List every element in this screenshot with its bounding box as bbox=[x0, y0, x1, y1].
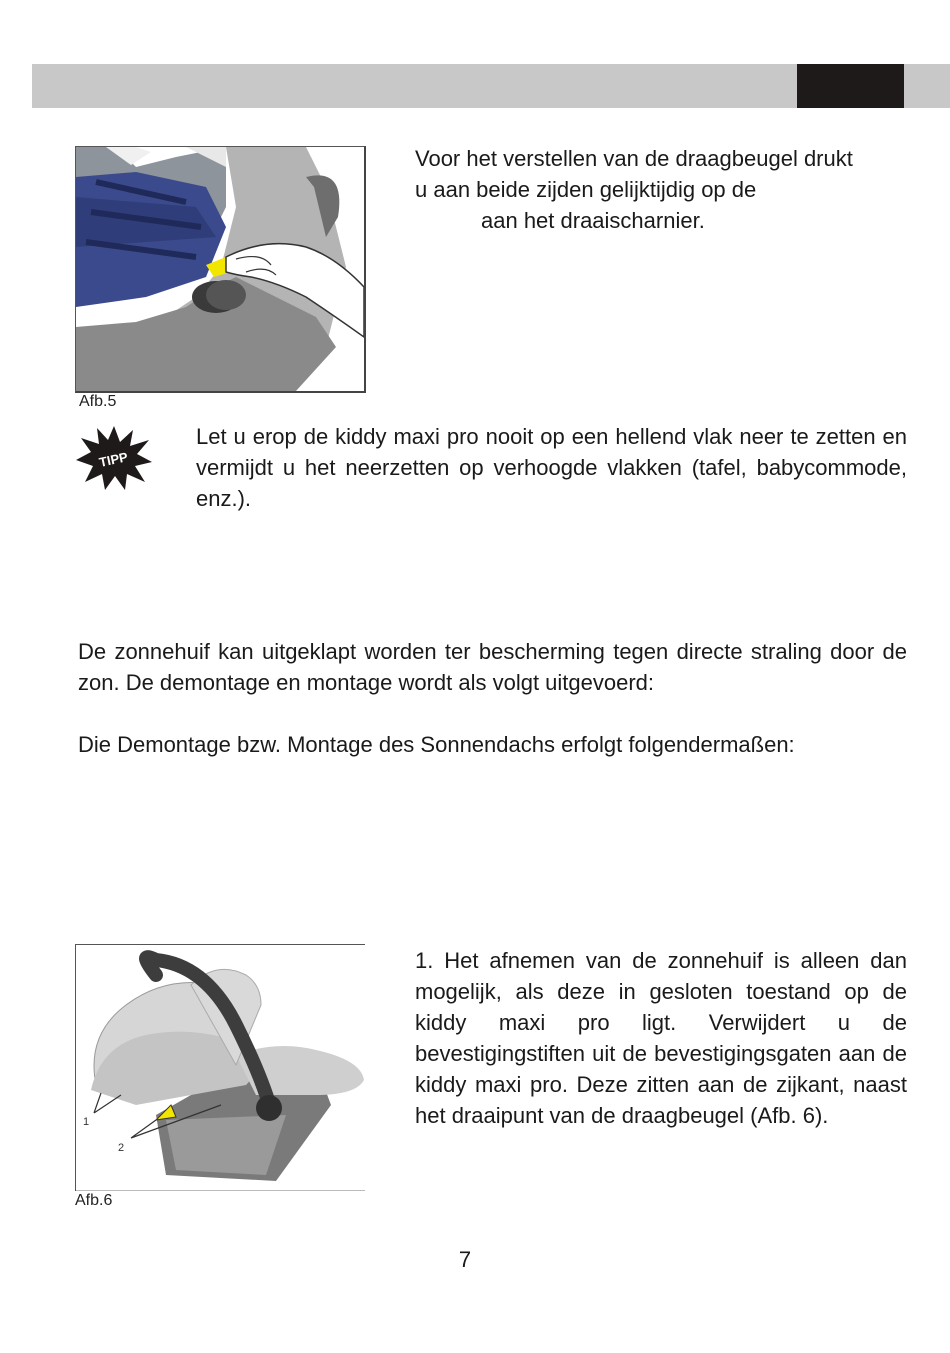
tipp-starburst-icon bbox=[75, 424, 153, 492]
canopy-removal-illustration bbox=[76, 945, 365, 1191]
tip-text: Let u erop de kiddy maxi pro nooit op een hellend vlak neer te zetten en vermijdt u het neerzetten op verhoogde vlakken (tafel, babycommode, enz.). bbox=[196, 424, 907, 511]
figure-5-caption: Afb.5 bbox=[79, 393, 117, 410]
figure-5-image bbox=[75, 146, 366, 393]
paragraph-line: Voor het verstellen van de draagbeugel drukt bbox=[415, 146, 853, 171]
tipp-label: TIPP bbox=[97, 449, 130, 470]
canopy-removal-paragraph: 1. Het afnemen van de zonnehuif is alleen dan mogelijk, als deze in gesloten toestand op de kiddy maxi pro ligt. Verwijdert u de bevestigingstiften uit de bevestigingsgaten aan de kiddy maxi pro. Deze zitten aan de zijkant, naast het draaipunt van de draagbeugel (Afb. 6). bbox=[415, 948, 907, 1128]
figure-6-image bbox=[75, 944, 365, 1191]
handle-adjust-paragraph bbox=[415, 143, 908, 236]
german-paragraph: Die Demontage bzw. Montage des Sonnendachs erfolgt folgendermaßen: bbox=[78, 732, 795, 757]
sun-canopy-paragraph: De zonnehuif kan uitgeklapt worden ter bescherming tegen directe straling door de zon. De demontage en montage wordt als volgt uitgevoerd: bbox=[78, 639, 907, 695]
figure-6-caption: Afb.6 bbox=[75, 1192, 113, 1209]
paragraph-line: aan het draaischarnier. bbox=[481, 208, 705, 233]
callout-label-1: 1 bbox=[83, 1116, 90, 1128]
handle-adjust-illustration bbox=[76, 147, 364, 391]
header-tab-block bbox=[797, 64, 904, 108]
callout-label-2: 2 bbox=[118, 1142, 125, 1154]
paragraph-line: u aan beide zijden gelijktijdig op de bbox=[415, 177, 757, 202]
page-number: 7 bbox=[458, 1247, 472, 1272]
